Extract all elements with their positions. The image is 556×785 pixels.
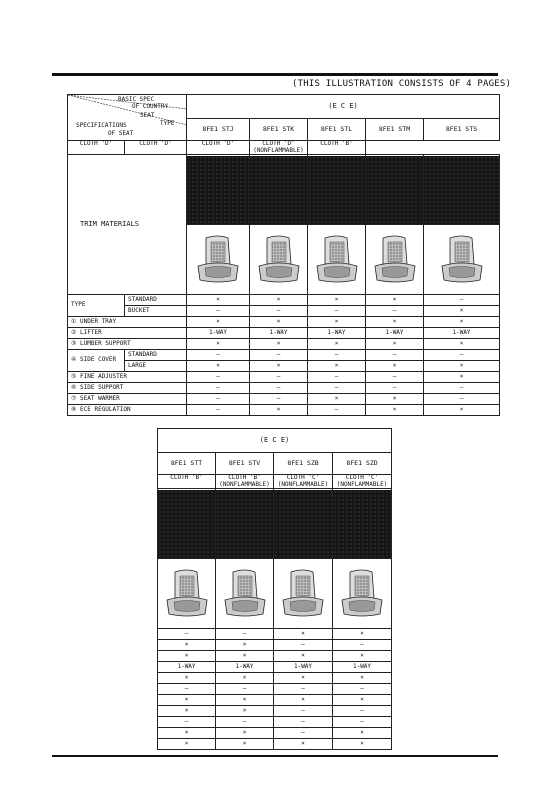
seat-illustration: [333, 559, 392, 629]
spec-row: [158, 706, 392, 717]
spec-value: ×: [250, 317, 308, 328]
cloth-label: CLOTH 'B' (NONFLAMMABLE): [216, 475, 274, 489]
spec-value: ×: [250, 295, 308, 306]
top-rule: [52, 73, 498, 76]
spec-label: [68, 317, 187, 328]
trim-swatch: [216, 489, 274, 559]
spec-value: –: [274, 640, 333, 651]
spec-value: ×: [274, 739, 333, 750]
spec-num: ④: [71, 356, 77, 364]
spec-value: –: [187, 350, 250, 361]
spec-value: ×: [250, 339, 308, 350]
seat-icon: [336, 568, 388, 620]
spec-value: –: [274, 717, 333, 728]
spec-num: ⑧: [71, 405, 77, 413]
trim-materials-label: TRIM MATERIALS: [68, 155, 187, 295]
seat-icon: [436, 234, 488, 286]
spec-label: [68, 405, 187, 416]
spec-row: [158, 651, 392, 662]
spec-value: –: [308, 306, 366, 317]
spec-label: [68, 383, 187, 394]
seat-illustration: [250, 225, 308, 295]
spec-label: [68, 295, 125, 317]
corner-of-seat: OF SEAT: [108, 130, 134, 137]
spec-value: 1-WAY: [187, 328, 250, 339]
spec-value: ×: [366, 339, 424, 350]
trim-swatch: [366, 155, 424, 225]
spec-value: –: [187, 383, 250, 394]
spec-value: –: [333, 684, 392, 695]
spec-value: –: [366, 306, 424, 317]
spec-value: 1-WAY: [158, 662, 216, 673]
seat-icon: [253, 234, 305, 286]
spec-value: ×: [216, 695, 274, 706]
spec-value: –: [158, 684, 216, 695]
spec-value: 1-WAY: [274, 662, 333, 673]
spec-value: ×: [424, 361, 500, 372]
spec-value: ×: [333, 651, 392, 662]
spec-row: [158, 640, 392, 651]
corner-type: TYPE: [160, 120, 175, 127]
spec-value: 1-WAY: [308, 328, 366, 339]
spec-row: [158, 695, 392, 706]
spec-num: ②: [71, 328, 77, 336]
spec-row: [68, 394, 500, 405]
spec-value: –: [216, 629, 274, 640]
spec-name: TYPE: [71, 301, 86, 309]
seat-icon: [277, 568, 329, 620]
spec-value: ×: [187, 317, 250, 328]
spec-label: [68, 328, 187, 339]
spec-value: –: [274, 728, 333, 739]
spec-value: ×: [308, 295, 366, 306]
spec-value: ×: [216, 651, 274, 662]
spec-value: 1-WAY: [366, 328, 424, 339]
seat-icon: [192, 234, 244, 286]
cloth-label: CLOTH 'B': [158, 475, 216, 489]
spec-value: –: [187, 405, 250, 416]
spec-label: [68, 394, 187, 405]
cloth-label: CLOTH 'B': [308, 141, 366, 155]
bottom-rule: [52, 755, 498, 757]
spec-value: –: [187, 306, 250, 317]
corner-header-cell: [68, 95, 187, 141]
spec-value: –: [274, 684, 333, 695]
corner-basic-spec: BASIC SPEC: [118, 96, 155, 103]
spec-value: ×: [274, 673, 333, 684]
spec-value: ×: [158, 695, 216, 706]
trim-swatch: [333, 489, 392, 559]
cloth-label: CLOTH 'C' (NONFLAMMABLE): [333, 475, 392, 489]
model-code: 8FE1 STV: [216, 453, 274, 475]
spec-value: –: [424, 383, 500, 394]
spec-value: –: [333, 717, 392, 728]
spec-row: [68, 372, 500, 383]
seat-illustration: [424, 225, 500, 295]
spec-label: [68, 372, 187, 383]
spec-value: –: [308, 383, 366, 394]
spec-value: –: [308, 372, 366, 383]
spec-value: ×: [366, 394, 424, 405]
spec-value: ×: [274, 695, 333, 706]
spec-value: ×: [366, 317, 424, 328]
model-code: 8FE1 STK: [250, 119, 308, 141]
spec-row: [68, 383, 500, 394]
spec-value: –: [216, 684, 274, 695]
spec-value: ×: [216, 728, 274, 739]
spec-value: ×: [216, 706, 274, 717]
trim-swatch: [274, 489, 333, 559]
spec-value: ×: [366, 295, 424, 306]
spec-value: ×: [216, 739, 274, 750]
spec-value: ×: [158, 739, 216, 750]
spec-value: ×: [250, 405, 308, 416]
spec-name: LIFTER: [80, 328, 102, 336]
spec-value: ×: [333, 629, 392, 640]
spec-name: FINE ADJUSTER: [80, 372, 127, 380]
seat-icon: [311, 234, 363, 286]
spec-value: –: [424, 295, 500, 306]
cloth-label: CLOTH 'D': [68, 141, 125, 155]
spec-value: –: [366, 350, 424, 361]
spec-value: ×: [216, 640, 274, 651]
spec-row: [158, 629, 392, 640]
spec-value: –: [424, 394, 500, 405]
spec-num: ⑦: [71, 394, 77, 402]
spec-row: [68, 295, 500, 306]
spec-value: ×: [216, 673, 274, 684]
spec-row: [158, 673, 392, 684]
spec-value: ×: [274, 651, 333, 662]
spec-row: [158, 684, 392, 695]
spec-row: [68, 361, 500, 372]
spec-value: 1-WAY: [216, 662, 274, 673]
spec-name: ECE REGULATION: [80, 405, 131, 413]
spec-value: ×: [333, 673, 392, 684]
seat-illustration: [216, 559, 274, 629]
spec-value: ×: [308, 339, 366, 350]
seat-illustration: [187, 225, 250, 295]
bottom-spec-table: [157, 428, 392, 750]
trim-swatch: [424, 155, 500, 225]
spec-value: –: [187, 372, 250, 383]
spec-sub: STANDARD: [125, 295, 187, 306]
spec-value: 1-WAY: [424, 328, 500, 339]
spec-value: –: [333, 640, 392, 651]
trim-swatch: [187, 155, 250, 225]
spec-value: ×: [187, 361, 250, 372]
spec-value: ×: [158, 706, 216, 717]
model-code: 8FE1 STS: [424, 119, 500, 141]
spec-value: –: [333, 706, 392, 717]
model-code: 8FE1 STT: [158, 453, 216, 475]
spec-value: ×: [424, 306, 500, 317]
spec-value: ×: [158, 673, 216, 684]
spec-row: [158, 717, 392, 728]
corner-specifications: SPECIFICATIONS: [76, 122, 127, 129]
spec-row: [68, 328, 500, 339]
spec-value: –: [250, 394, 308, 405]
spec-value: ×: [424, 405, 500, 416]
seat-illustration: [366, 225, 424, 295]
spec-num: ⑥: [71, 383, 77, 391]
spec-row: [158, 728, 392, 739]
spec-value: 1-WAY: [250, 328, 308, 339]
spec-value: –: [424, 350, 500, 361]
corner-seat: SEAT: [140, 112, 155, 119]
spec-value: –: [216, 717, 274, 728]
bottom-region-header: (E C E): [158, 429, 392, 453]
header-note: (THIS ILLUSTRATION CONSISTS OF 4 PAGES): [292, 79, 512, 89]
spec-value: ×: [274, 629, 333, 640]
spec-value: ×: [308, 361, 366, 372]
spec-row: [68, 350, 500, 361]
seat-illustration: [274, 559, 333, 629]
model-code: 8FE1 STM: [366, 119, 424, 141]
model-code: 8FE1 SZD: [333, 453, 392, 475]
spec-value: ×: [250, 361, 308, 372]
spec-name: SEAT WARMER: [80, 394, 120, 402]
spec-value: ×: [366, 405, 424, 416]
cloth-label: CLOTH 'C' (NONFLAMMABLE): [274, 475, 333, 489]
spec-name: SIDE SUPPORT: [80, 383, 124, 391]
corner-of-country: OF COUNTRY: [132, 103, 169, 110]
spec-label: [68, 339, 187, 350]
spec-sub: STANDARD: [125, 350, 187, 361]
spec-value: –: [158, 717, 216, 728]
spec-value: –: [308, 350, 366, 361]
spec-value: –: [274, 706, 333, 717]
cloth-label: CLOTH 'D' (NONFLAMMABLE): [250, 141, 308, 155]
spec-value: 1-WAY: [333, 662, 392, 673]
spec-value: –: [250, 350, 308, 361]
top-spec-table: [67, 94, 500, 416]
spec-sub: BUCKET: [125, 306, 187, 317]
spec-value: ×: [424, 339, 500, 350]
spec-value: –: [158, 629, 216, 640]
spec-row: [68, 317, 500, 328]
spec-row: [158, 662, 392, 673]
seat-icon: [369, 234, 421, 286]
model-code: 8FE1 STJ: [187, 119, 250, 141]
spec-sub: LARGE: [125, 361, 187, 372]
spec-value: ×: [187, 339, 250, 350]
spec-value: ×: [308, 317, 366, 328]
spec-value: –: [366, 372, 424, 383]
seat-icon: [161, 568, 213, 620]
spec-value: –: [366, 383, 424, 394]
spec-value: ×: [158, 728, 216, 739]
cloth-label: CLOTH 'D': [187, 141, 250, 155]
spec-value: ×: [308, 394, 366, 405]
spec-value: ×: [158, 651, 216, 662]
spec-value: –: [250, 383, 308, 394]
spec-value: ×: [366, 361, 424, 372]
top-region-header: (E C E): [187, 95, 500, 119]
spec-row: [68, 405, 500, 416]
spec-row: [68, 339, 500, 350]
spec-num: ③: [71, 339, 77, 347]
spec-name: LUMBER SUPPORT: [80, 339, 131, 347]
trim-swatch: [308, 155, 366, 225]
spec-row: [68, 306, 500, 317]
spec-label: [68, 350, 125, 372]
spec-value: ×: [333, 728, 392, 739]
spec-row: [158, 739, 392, 750]
spec-value: –: [187, 394, 250, 405]
spec-name: SIDE COVER: [80, 356, 117, 364]
spec-value: ×: [158, 640, 216, 651]
spec-num: ⑤: [71, 372, 77, 380]
model-code: 8FE1 SZB: [274, 453, 333, 475]
spec-num: ①: [71, 317, 77, 325]
spec-value: ×: [187, 295, 250, 306]
seat-icon: [219, 568, 271, 620]
spec-value: ×: [333, 739, 392, 750]
cloth-label: CLOTH 'D': [125, 141, 187, 155]
spec-value: ×: [424, 372, 500, 383]
seat-illustration: [308, 225, 366, 295]
spec-value: –: [250, 306, 308, 317]
seat-illustration: [158, 559, 216, 629]
spec-value: ×: [333, 695, 392, 706]
spec-value: –: [308, 405, 366, 416]
trim-swatch: [250, 155, 308, 225]
spec-value: –: [250, 372, 308, 383]
trim-swatch: [158, 489, 216, 559]
spec-value: ×: [424, 317, 500, 328]
model-code: 8FE1 STL: [308, 119, 366, 141]
spec-name: UNDER TRAY: [80, 317, 117, 325]
